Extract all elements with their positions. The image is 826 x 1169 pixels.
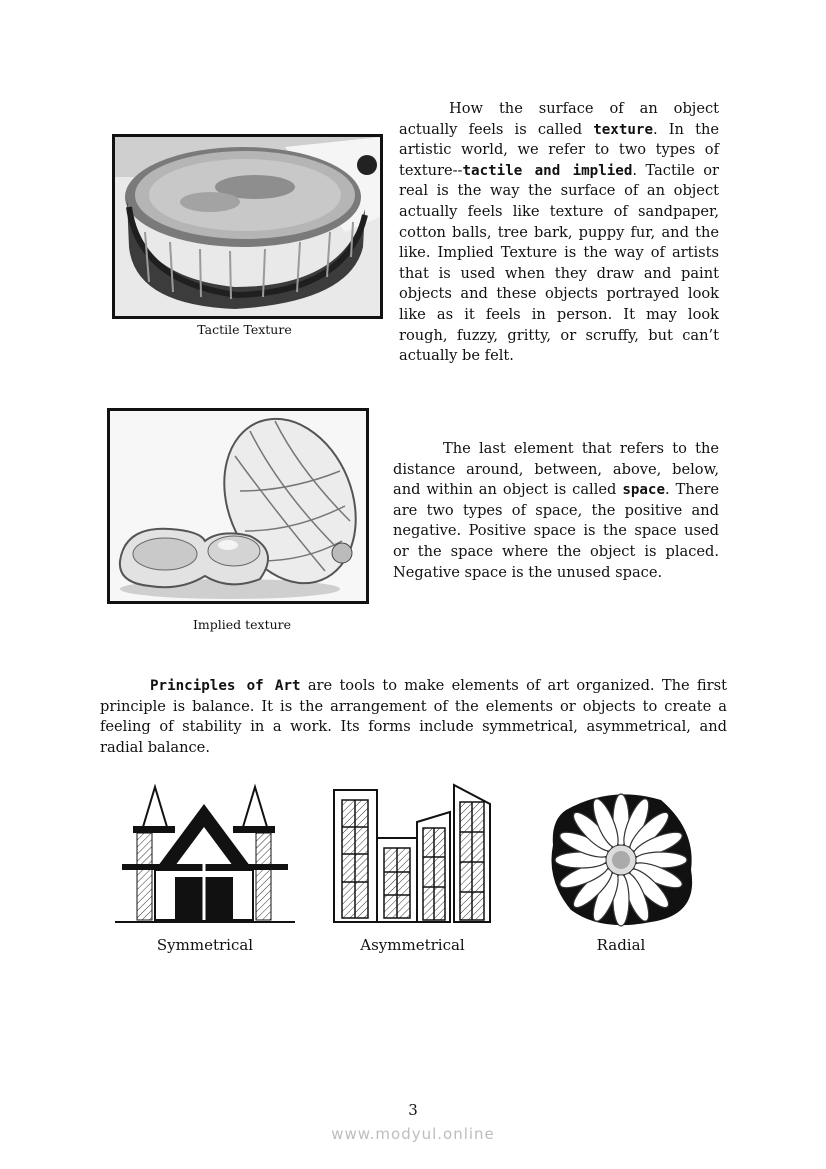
watermark: www.modyul.online: [331, 1125, 495, 1143]
radial-caption: Radial: [596, 936, 646, 954]
principles-term: Principles of Art: [150, 678, 301, 694]
texture-term: texture: [593, 121, 653, 138]
principles-paragraph: Principles of Art are tools to make elements of art organized. The first principle is balance. It is the arrangement of the elements or objects to create a feeling of stability in a work. Its forms include symmetrical, asymmetrical, and radial balance.: [100, 677, 727, 756]
radial-balance-illustration: [546, 790, 696, 930]
asymmetrical-balance-illustration: [330, 782, 495, 924]
space-paragraph: The last element that refers to the distance around, between, above, below, and within an object is called space. There are two types of space, the positive and negative. Positive space is the space used or the space where the object is placed. Negative space is the unused space.: [393, 440, 719, 581]
texture-paragraph: How the surface of an object actually feels is called texture. In the artistic world, we refer to two types of texture--tactile and implied. Tactile or real is the way the surface of an object actually feels like texture of sandpaper, cotton balls, tree bark, puppy fur, and the like. Implied Texture is the way of artists that is used when they draw and paint objects and these objects portrayed look like as it feels in person. It may look rough, fuzzy, gritty, or scruffy, but can’t actually be felt.: [399, 100, 720, 365]
page-number: 3: [408, 1101, 418, 1119]
tactile-texture-caption: Tactile Texture: [197, 322, 292, 337]
symmetrical-caption: Symmetrical: [156, 936, 254, 954]
asymmetrical-caption: Asymmetrical: [360, 936, 465, 954]
tactile-texture-image: [112, 134, 383, 319]
implied-texture-image: [107, 408, 369, 604]
tree-stump-illustration: [115, 137, 380, 316]
space-term: space: [622, 482, 666, 499]
symmetrical-balance-illustration: [110, 782, 300, 927]
texture-types-term: tactile and implied: [462, 162, 633, 179]
implied-texture-caption: Implied texture: [192, 617, 292, 632]
peanut-drawing-illustration: [110, 411, 366, 601]
